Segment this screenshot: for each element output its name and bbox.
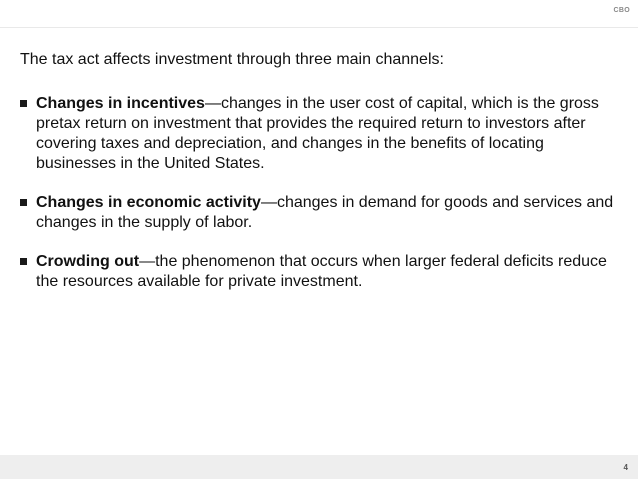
bullet-term: Crowding out	[36, 253, 140, 270]
list-item	[20, 193, 615, 233]
bullet-description: —changes in demand for goods and services and changes in the supply of labor.	[36, 194, 614, 231]
square-bullet-icon	[20, 100, 27, 107]
channel-list	[20, 94, 615, 311]
cbo-logo: CBO	[613, 7, 630, 14]
bullet-description: —the phenomenon that occurs when larger federal deficits reduce the resources available for private investment.	[36, 253, 607, 290]
footer-bar	[0, 455, 638, 479]
square-bullet-icon	[20, 199, 27, 206]
bullet-term: Changes in economic activity	[36, 194, 261, 211]
bullet-term: Changes in incentives	[36, 95, 205, 112]
square-bullet-icon	[20, 258, 27, 265]
list-item	[20, 94, 615, 174]
list-item	[20, 252, 615, 292]
page-number: 4	[623, 463, 628, 472]
bullet-description: —changes in the user cost of capital, which is the gross pretax return on investment that provides the required return to investors after covering taxes and depreciation, and changes in the benefits of locating businesses in the United States.	[36, 95, 599, 172]
header-divider	[0, 27, 638, 28]
intro-text: The tax act affects investment through three main channels:	[20, 51, 444, 68]
